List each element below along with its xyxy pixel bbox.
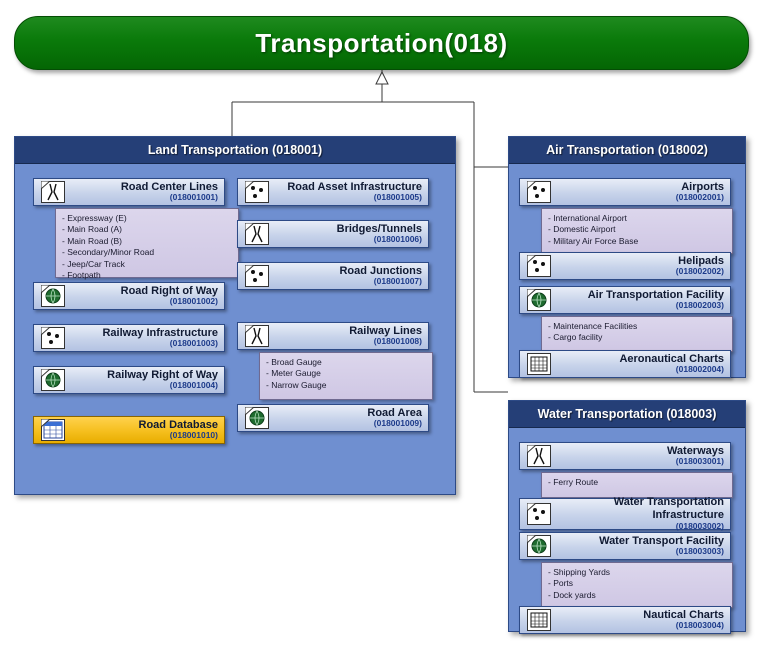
- grid-chart-icon: [523, 353, 551, 375]
- sublist-airports: - International Airport - Domestic Airport - Military Air Force Base: [541, 208, 733, 254]
- point-feature-icon: [523, 503, 551, 525]
- entity-railway-infrastructure[interactable]: [33, 324, 225, 352]
- group-land-transportation[interactable]: [14, 136, 456, 495]
- globe-icon: [523, 535, 551, 557]
- sublist-air-facility: - Maintenance Facilities - Cargo facility: [541, 316, 733, 352]
- entity-label: Air Transportation Facility (018002003): [587, 288, 724, 311]
- entity-aeronautical-charts[interactable]: [519, 350, 731, 378]
- point-feature-icon: [523, 181, 551, 203]
- globe-icon: [523, 289, 551, 311]
- table-icon: [37, 419, 65, 441]
- entity-road-area[interactable]: [237, 404, 429, 432]
- globe-icon: [241, 407, 269, 429]
- entity-water-transport-facility[interactable]: [519, 532, 731, 560]
- entity-label: Road Area (018001009): [367, 406, 422, 429]
- entity-railway-right-of-way[interactable]: [33, 366, 225, 394]
- entity-label: Bridges/Tunnels (018001006): [336, 222, 422, 245]
- point-feature-icon: [37, 327, 65, 349]
- group-land-title: Land Transportation (018001): [15, 137, 455, 164]
- entity-label: Railway Lines (018001008): [349, 324, 422, 347]
- entity-road-right-of-way[interactable]: [33, 282, 225, 310]
- sublist-water-facility: - Shipping Yards - Ports - Dock yards: [541, 562, 733, 608]
- globe-icon: [37, 369, 65, 391]
- entity-road-asset-infrastructure[interactable]: [237, 178, 429, 206]
- road-junction-icon: [241, 223, 269, 245]
- entity-label: Water Transport Facility (018003003): [599, 534, 724, 557]
- entity-label: Waterways (018003001): [666, 444, 724, 467]
- entity-airports[interactable]: [519, 178, 731, 206]
- entity-air-transportation-facility[interactable]: [519, 286, 731, 314]
- point-feature-icon: [241, 181, 269, 203]
- point-feature-icon: [241, 265, 269, 287]
- entity-label: Water Transportation Infrastructure (018003002): [613, 496, 724, 531]
- road-junction-icon: [523, 445, 551, 467]
- entity-helipads[interactable]: [519, 252, 731, 280]
- entity-label: Nautical Charts (018003004): [643, 608, 724, 631]
- entity-label: Airports (018002001): [675, 180, 724, 203]
- entity-label: Railway Infrastructure (018001003): [102, 326, 218, 349]
- entity-road-database[interactable]: [33, 416, 225, 444]
- group-air-title: Air Transportation (018002): [509, 137, 745, 164]
- globe-icon: [37, 285, 65, 307]
- sublist-waterways: - Ferry Route: [541, 472, 733, 498]
- point-feature-icon: [523, 255, 551, 277]
- entity-waterways[interactable]: [519, 442, 731, 470]
- group-water-title: Water Transportation (018003): [509, 401, 745, 428]
- entity-water-transportation-infrastructure[interactable]: [519, 498, 731, 530]
- group-water-transportation[interactable]: [508, 400, 746, 632]
- entity-label: Road Junctions (018001007): [339, 264, 422, 287]
- entity-road-center-lines[interactable]: [33, 178, 225, 206]
- sublist-railway-lines: - Broad Gauge - Meter Gauge - Narrow Gauge: [259, 352, 433, 400]
- entity-label: Railway Right of Way (018001004): [107, 368, 218, 391]
- entity-label: Road Right of Way (018001002): [120, 284, 218, 307]
- page-title: Transportation(018): [255, 27, 508, 58]
- group-air-transportation[interactable]: [508, 136, 746, 378]
- sublist-road-center-lines: - Expressway (E) - Main Road (A) - Main Road (B) - Secondary/Minor Road - Jeep/Car Track - Footpath: [55, 208, 239, 278]
- entity-bridges-tunnels[interactable]: [237, 220, 429, 248]
- grid-chart-icon: [523, 609, 551, 631]
- road-junction-icon: [241, 325, 269, 347]
- entity-label: Road Database (018001010): [138, 418, 218, 441]
- entity-label: Road Asset Infrastructure (018001005): [287, 180, 422, 203]
- entity-nautical-charts[interactable]: [519, 606, 731, 634]
- entity-label: Aeronautical Charts (018002004): [619, 352, 724, 375]
- entity-road-junctions[interactable]: [237, 262, 429, 290]
- road-junction-icon: [37, 181, 65, 203]
- entity-label: Road Center Lines (018001001): [120, 180, 218, 203]
- entity-label: Helipads (018002002): [675, 254, 724, 277]
- root-node[interactable]: [14, 16, 749, 70]
- entity-railway-lines[interactable]: [237, 322, 429, 350]
